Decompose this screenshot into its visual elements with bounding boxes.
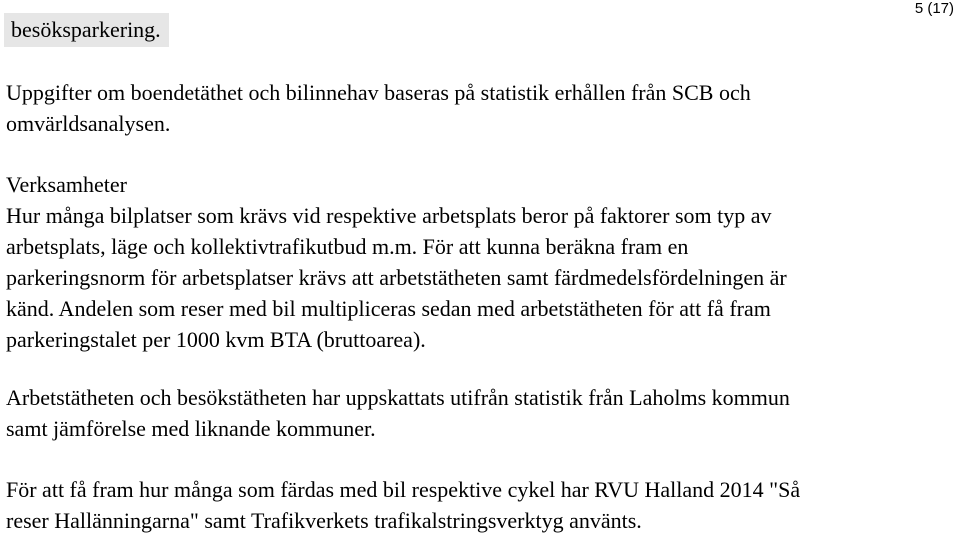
paragraph-data-sources bbox=[6, 77, 751, 139]
text-line: arbetsplats, läge och kollektivtrafikutbud m.m. För att kunna beräkna fram en bbox=[6, 234, 689, 259]
page-number: 5 (17) bbox=[914, 0, 954, 17]
text-line: Uppgifter om boendetäthet och bilinnehav baseras på statistik erhållen från SCB och bbox=[6, 80, 751, 105]
paragraph-travel-survey bbox=[6, 474, 800, 536]
text-line: Hur många bilplatser som krävs vid respektive arbetsplats beror på faktorer som typ av bbox=[6, 203, 772, 228]
text-line: parkeringsnorm för arbetsplatser krävs att arbetstätheten samt färdmedelsfördelningen är bbox=[6, 265, 787, 290]
text-line: För att få fram hur många som färdas med bil respektive cykel har RVU Halland 2014 "Så bbox=[6, 477, 801, 502]
highlighted-text[interactable]: besöksparkering. bbox=[4, 13, 169, 47]
text-line: omvärldsanalysen. bbox=[6, 111, 171, 136]
text-line: reser Hallänningarna" samt Trafikverkets trafikalstringsverktyg använts. bbox=[6, 508, 642, 533]
text-line: känd. Andelen som reser med bil multipliceras sedan med arbetstätheten för att få fram bbox=[6, 296, 771, 321]
text-line: Arbetstätheten och besökstätheten har uppskattats utifrån statistik från Laholms kommun bbox=[6, 385, 790, 410]
text-line: parkeringstalet per 1000 kvm BTA (bruttoarea). bbox=[6, 327, 426, 352]
paragraph-density-estimate bbox=[6, 382, 790, 444]
text-line: samt jämförelse med liknande kommuner. bbox=[6, 416, 376, 441]
section-verksamheter bbox=[6, 169, 787, 355]
section-heading: Verksamheter bbox=[6, 172, 127, 197]
